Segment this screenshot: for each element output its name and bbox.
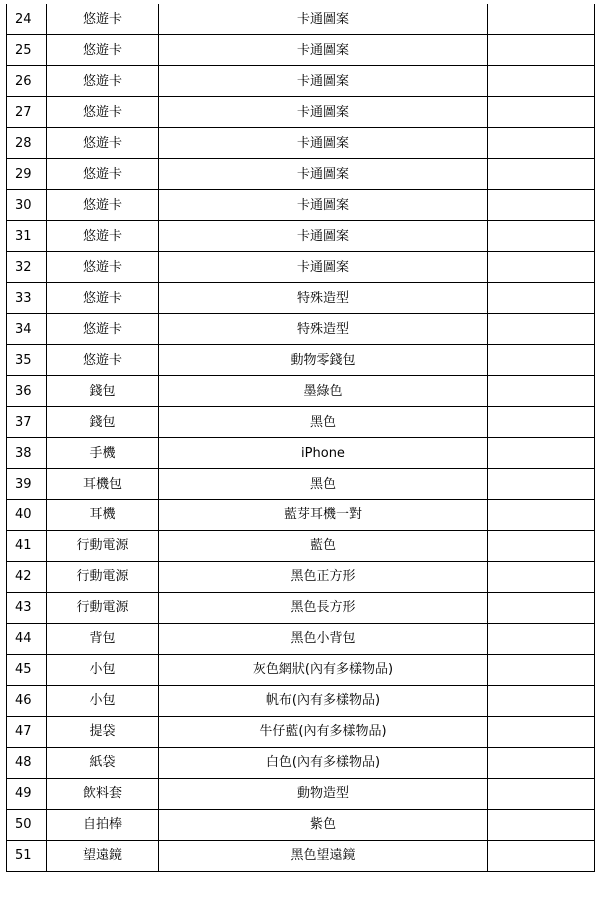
item-name-cell: 自拍棒: [47, 809, 159, 840]
lost-items-table: [6, 4, 595, 872]
table-row: [7, 561, 595, 592]
table-row: [7, 283, 595, 314]
item-description-cell: 動物零錢包: [159, 345, 488, 376]
item-description-cell: 黑色: [159, 407, 488, 438]
row-number-cell: 24: [7, 4, 47, 35]
item-description-cell: iPhone: [159, 438, 488, 469]
remarks-cell: [488, 283, 595, 314]
remarks-cell: [488, 407, 595, 438]
table-row: [7, 685, 595, 716]
item-description-cell: 帆布(內有多樣物品): [159, 685, 488, 716]
item-name-cell: 悠遊卡: [47, 221, 159, 252]
item-name-cell: 悠遊卡: [47, 283, 159, 314]
remarks-cell: [488, 35, 595, 66]
item-description-cell: 墨綠色: [159, 376, 488, 407]
row-number-cell: 33: [7, 283, 47, 314]
table-row: [7, 252, 595, 283]
remarks-cell: [488, 500, 595, 531]
remarks-cell: [488, 747, 595, 778]
table-row: [7, 190, 595, 221]
table-row: [7, 345, 595, 376]
row-number-cell: 29: [7, 159, 47, 190]
item-name-cell: 悠遊卡: [47, 66, 159, 97]
item-description-cell: 特殊造型: [159, 314, 488, 345]
item-description-cell: 卡通圖案: [159, 252, 488, 283]
item-name-cell: 行動電源: [47, 592, 159, 623]
item-description-cell: 黑色正方形: [159, 561, 488, 592]
table-row: [7, 221, 595, 252]
table-row: [7, 35, 595, 66]
item-name-cell: 紙袋: [47, 747, 159, 778]
item-description-cell: 黑色小背包: [159, 623, 488, 654]
remarks-cell: [488, 376, 595, 407]
remarks-cell: [488, 685, 595, 716]
table-row: [7, 469, 595, 500]
item-name-cell: 悠遊卡: [47, 190, 159, 221]
remarks-cell: [488, 840, 595, 871]
item-description-cell: 動物造型: [159, 778, 488, 809]
item-description-cell: 灰色網狀(內有多樣物品): [159, 654, 488, 685]
item-name-cell: 錢包: [47, 407, 159, 438]
remarks-cell: [488, 561, 595, 592]
item-description-cell: 卡通圖案: [159, 35, 488, 66]
item-name-cell: 悠遊卡: [47, 128, 159, 159]
row-number-cell: 32: [7, 252, 47, 283]
row-number-cell: 28: [7, 128, 47, 159]
remarks-cell: [488, 66, 595, 97]
row-number-cell: 31: [7, 221, 47, 252]
item-description-cell: 卡通圖案: [159, 97, 488, 128]
table-row: [7, 500, 595, 531]
item-name-cell: 悠遊卡: [47, 97, 159, 128]
remarks-cell: [488, 345, 595, 376]
item-description-cell: 牛仔藍(內有多樣物品): [159, 716, 488, 747]
remarks-cell: [488, 221, 595, 252]
table-row: [7, 809, 595, 840]
item-name-cell: 提袋: [47, 716, 159, 747]
item-name-cell: 望遠鏡: [47, 840, 159, 871]
row-number-cell: 25: [7, 35, 47, 66]
remarks-cell: [488, 159, 595, 190]
item-description-cell: 卡通圖案: [159, 128, 488, 159]
row-number-cell: 35: [7, 345, 47, 376]
remarks-cell: [488, 716, 595, 747]
table-row: [7, 747, 595, 778]
item-name-cell: 行動電源: [47, 530, 159, 561]
table-row: [7, 314, 595, 345]
row-number-cell: 46: [7, 685, 47, 716]
remarks-cell: [488, 530, 595, 561]
remarks-cell: [488, 592, 595, 623]
remarks-cell: [488, 252, 595, 283]
item-description-cell: 特殊造型: [159, 283, 488, 314]
row-number-cell: 47: [7, 716, 47, 747]
row-number-cell: 27: [7, 97, 47, 128]
remarks-cell: [488, 4, 595, 35]
item-description-cell: 藍芽耳機一對: [159, 500, 488, 531]
item-name-cell: 耳機: [47, 500, 159, 531]
item-name-cell: 小包: [47, 685, 159, 716]
row-number-cell: 48: [7, 747, 47, 778]
table-body: [7, 4, 595, 871]
table-row: [7, 840, 595, 871]
item-name-cell: 背包: [47, 623, 159, 654]
remarks-cell: [488, 128, 595, 159]
table-row: [7, 623, 595, 654]
table-row: [7, 376, 595, 407]
table-row: [7, 654, 595, 685]
row-number-cell: 40: [7, 500, 47, 531]
remarks-cell: [488, 314, 595, 345]
item-name-cell: 錢包: [47, 376, 159, 407]
table-row: [7, 592, 595, 623]
item-description-cell: 卡通圖案: [159, 190, 488, 221]
row-number-cell: 41: [7, 530, 47, 561]
remarks-cell: [488, 97, 595, 128]
item-name-cell: 悠遊卡: [47, 314, 159, 345]
item-description-cell: 藍色: [159, 530, 488, 561]
item-description-cell: 黑色: [159, 469, 488, 500]
item-name-cell: 悠遊卡: [47, 4, 159, 35]
remarks-cell: [488, 809, 595, 840]
item-name-cell: 悠遊卡: [47, 35, 159, 66]
row-number-cell: 51: [7, 840, 47, 871]
item-name-cell: 耳機包: [47, 469, 159, 500]
item-name-cell: 悠遊卡: [47, 252, 159, 283]
item-name-cell: 飲料套: [47, 778, 159, 809]
table-row: [7, 97, 595, 128]
table-row: [7, 716, 595, 747]
item-description-cell: 卡通圖案: [159, 159, 488, 190]
row-number-cell: 26: [7, 66, 47, 97]
item-name-cell: 手機: [47, 438, 159, 469]
table-row: [7, 66, 595, 97]
remarks-cell: [488, 190, 595, 221]
item-description-cell: 黑色長方形: [159, 592, 488, 623]
row-number-cell: 50: [7, 809, 47, 840]
item-description-cell: 紫色: [159, 809, 488, 840]
row-number-cell: 42: [7, 561, 47, 592]
table-row: [7, 530, 595, 561]
row-number-cell: 36: [7, 376, 47, 407]
item-description-cell: 卡通圖案: [159, 221, 488, 252]
item-name-cell: 悠遊卡: [47, 159, 159, 190]
row-number-cell: 45: [7, 654, 47, 685]
item-description-cell: 卡通圖案: [159, 4, 488, 35]
row-number-cell: 30: [7, 190, 47, 221]
item-name-cell: 行動電源: [47, 561, 159, 592]
lost-items-table-container: [6, 4, 595, 872]
remarks-cell: [488, 623, 595, 654]
remarks-cell: [488, 469, 595, 500]
row-number-cell: 38: [7, 438, 47, 469]
table-row: [7, 159, 595, 190]
item-name-cell: 悠遊卡: [47, 345, 159, 376]
item-name-cell: 小包: [47, 654, 159, 685]
table-row: [7, 128, 595, 159]
remarks-cell: [488, 438, 595, 469]
table-row: [7, 438, 595, 469]
row-number-cell: 34: [7, 314, 47, 345]
item-description-cell: 黑色望遠鏡: [159, 840, 488, 871]
row-number-cell: 43: [7, 592, 47, 623]
remarks-cell: [488, 654, 595, 685]
row-number-cell: 37: [7, 407, 47, 438]
item-description-cell: 白色(內有多樣物品): [159, 747, 488, 778]
remarks-cell: [488, 778, 595, 809]
row-number-cell: 44: [7, 623, 47, 654]
row-number-cell: 39: [7, 469, 47, 500]
table-row: [7, 778, 595, 809]
row-number-cell: 49: [7, 778, 47, 809]
item-description-cell: 卡通圖案: [159, 66, 488, 97]
table-row: [7, 407, 595, 438]
table-row: [7, 4, 595, 35]
